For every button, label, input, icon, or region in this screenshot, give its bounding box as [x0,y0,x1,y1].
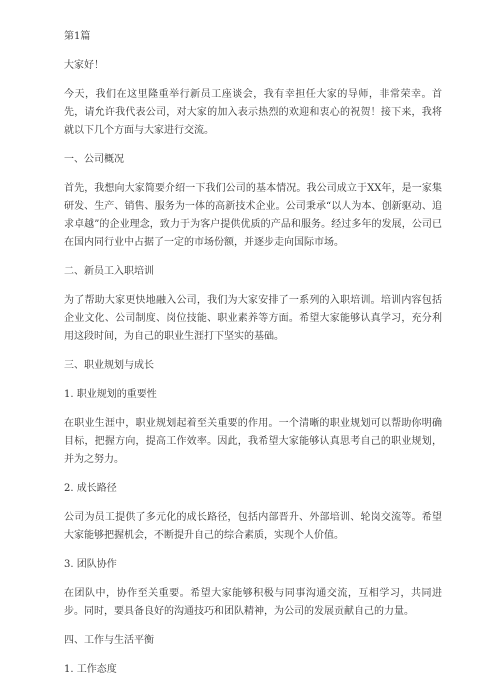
chapter-title: 第1篇 [64,31,91,42]
subsection-body-importance: 在职业生涯中，职业规划起着至关重要的作用。一个清晰的职业规划可以帮助你明确目标，把握方向，提高工作效率。因此，我希望大家能够认真思考自己的职业规划，并为之努力。 [64,418,442,465]
subsection-title-teamwork: 3. 团队协作 [64,559,117,570]
subsection-title-attitude: 1. 工作态度 [64,664,117,675]
document-content [64,28,442,679]
section-title-career: 三、职业规划与成长 [64,360,154,371]
subsection-title-importance: 1. 职业规划的重要性 [64,389,157,400]
section-body-training: 为了帮助大家更快地融入公司，我们为大家安排了一系列的入职培训。培训内容包括企业文化、公司制度、岗位技能、职业素养等方面。希望大家能够认真学习，充分利用这段时间，为自己的职业生涯打下坚实的基础。 [64,295,442,342]
subsection-title-growth: 2. 成长路径 [64,483,117,494]
subsection-body-teamwork: 在团队中，协作至关重要。希望大家能够积极与同事沟通交流，互相学习，共同进步。同时，要具备良好的沟通技巧和团队精神，为公司的发展贡献自己的力量。 [64,588,442,617]
intro-paragraph: 今天，我们在这里隆重举行新员工座谈会，我有幸担任大家的导师，非常荣幸。首先，请允许我代表公司，对大家的加入表示热烈的欢迎和衷心的祝贺！接下来，我将就以下几个方面与大家进行交流。 [64,89,442,136]
section-title-overview: 一、公司概况 [64,154,124,165]
greeting: 大家好！ [64,60,104,71]
subsection-body-growth: 公司为员工提供了多元化的成长路径，包括内部晋升、外部培训、轮岗交流等。希望大家能够把握机会，不断提升自己的综合素质，实现个人价值。 [64,512,442,541]
section-title-training: 二、新员工入职培训 [64,266,154,277]
section-title-balance: 四、工作与生活平衡 [64,635,154,646]
section-body-overview: 首先，我想向大家简要介绍一下我们公司的基本情况。我公司成立于XX年，是一家集研发、生产、销售、服务为一体的高新技术企业。公司秉承“以人为本、创新驱动、追求卓越”的企业理念，致力于为客户提供优质的产品和服务。经过多年的发展，公司已在国内同行业中占据了一定的市场份额，并逐步走向国际市场。 [64,183,442,248]
